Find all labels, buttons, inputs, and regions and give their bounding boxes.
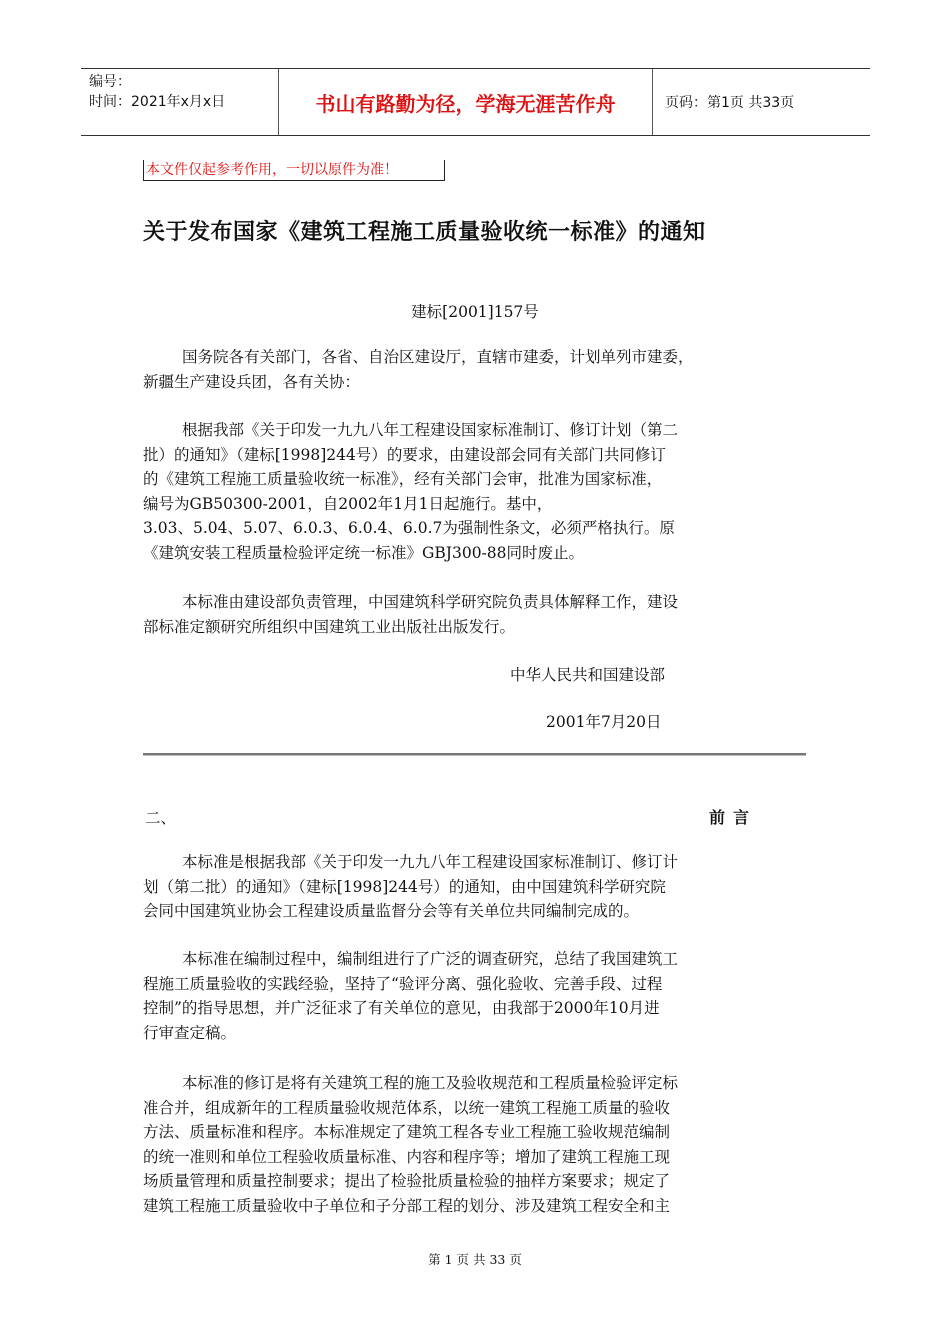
signature-org: 中华人民共和国建设部	[510, 666, 666, 684]
section-number: 二、	[145, 809, 177, 827]
text-line: 方法、质量标准和程序。本标准规定了建筑工程各专业工程施工验收规范编制	[143, 1123, 671, 1141]
page-info: 页码：第1页 共33页	[665, 95, 795, 111]
section-divider	[143, 753, 806, 755]
disclaimer-note: 本文件仅起参考作用，一切以原件为准！	[143, 160, 445, 181]
text-line: 3.03、5.04、5.07、6.0.3、6.0.4、6.0.7为强制性条文，必须严格执行。原	[143, 519, 675, 537]
text-line: 的统一准则和单位工程验收质量标准、内容和程序等；增加了建筑工程施工现	[143, 1147, 671, 1166]
section-title: 前言	[709, 808, 758, 827]
time-label: 时间：2021年x月x日	[89, 94, 226, 110]
page-title: 关于发布国家《建筑工程施工质量验收统一标准》的通知	[143, 220, 706, 245]
text-line: 国务院各有关部门，各省、自治区建设厅，直辖市建委，计划单列市建委，	[182, 348, 694, 366]
text-line: 《建筑安装工程质量检验评定统一标准》GBJ300-88同时废止。	[143, 543, 585, 562]
text-line: 场质量管理和质量控制要求；提出了检验批质量检验的抽样方案要求；规定了	[143, 1172, 671, 1190]
text-line: 部标准定额研究所组织中国建筑工业出版社出版发行。	[143, 617, 516, 636]
number-label: 编号：	[89, 74, 131, 90]
text-line: 本标准的修订是将有关建筑工程的施工及验收规范和工程质量检验评定标	[182, 1074, 679, 1092]
header-meta-cell	[81, 69, 279, 135]
preface-paragraph-3	[143, 1071, 805, 1218]
text-line: 批）的通知》（建标[1998]244号）的要求，由建设部会同有关部门共同修订	[143, 445, 666, 464]
text-line: 会同中国建筑业协会工程建设质量监督分会等有关单位共同编制完成的。	[143, 902, 640, 920]
body-paragraph-1	[143, 418, 805, 565]
addressee-paragraph	[143, 345, 805, 394]
preface-paragraph-2	[143, 947, 805, 1045]
signature-date: 2001年7月20日	[546, 713, 662, 731]
motto: 书山有路勤为径，学海无涯苦作舟	[279, 69, 653, 135]
text-line: 本标准在编制过程中，编制组进行了广泛的调查研究，总结了我国建筑工	[182, 950, 679, 968]
text-line: 控制”的指导思想，并广泛征求了有关单位的意见，由我部于2000年10月进	[143, 999, 660, 1017]
text-line: 根据我部《关于印发一九九八年工程建设国家标准制订、修订计划（第二	[182, 421, 679, 439]
text-line: 建筑工程施工质量验收中子单位和子分部工程的划分、涉及建筑工程安全和主	[143, 1196, 671, 1215]
doc-number: 建标[2001]157号	[411, 303, 539, 321]
text-line: 程施工质量验收的实践经验，坚持了“验评分离、强化验收、完善手段、过程	[143, 974, 663, 993]
text-line: 划（第二批）的通知》（建标[1998]244号）的通知，由中国建筑科学研究院	[143, 877, 666, 896]
text-line: 准合并，组成新年的工程质量验收规范体系，以统一建筑工程施工质量的验收	[143, 1098, 671, 1117]
text-line: 的《建筑工程施工质量验收统一标准》，经有关部门会审，批准为国家标准，	[143, 470, 663, 488]
document-header	[81, 68, 870, 136]
page-footer: 第 1 页 共 33 页	[428, 1252, 522, 1267]
preface-paragraph-1	[143, 850, 805, 924]
text-line: 本标准由建设部负责管理，中国建筑科学研究院负责具体解释工作，建设	[182, 593, 679, 611]
text-line: 本标准是根据我部《关于印发一九九八年工程建设国家标准制订、修订计	[182, 853, 679, 871]
text-line: 新疆生产建设兵团，各有关协：	[143, 372, 361, 391]
body-paragraph-2	[143, 590, 805, 639]
text-line: 行审查定稿。	[143, 1023, 237, 1042]
text-line: 编号为GB50300-2001，自2002年1月1日起施行。基中，	[143, 494, 553, 513]
